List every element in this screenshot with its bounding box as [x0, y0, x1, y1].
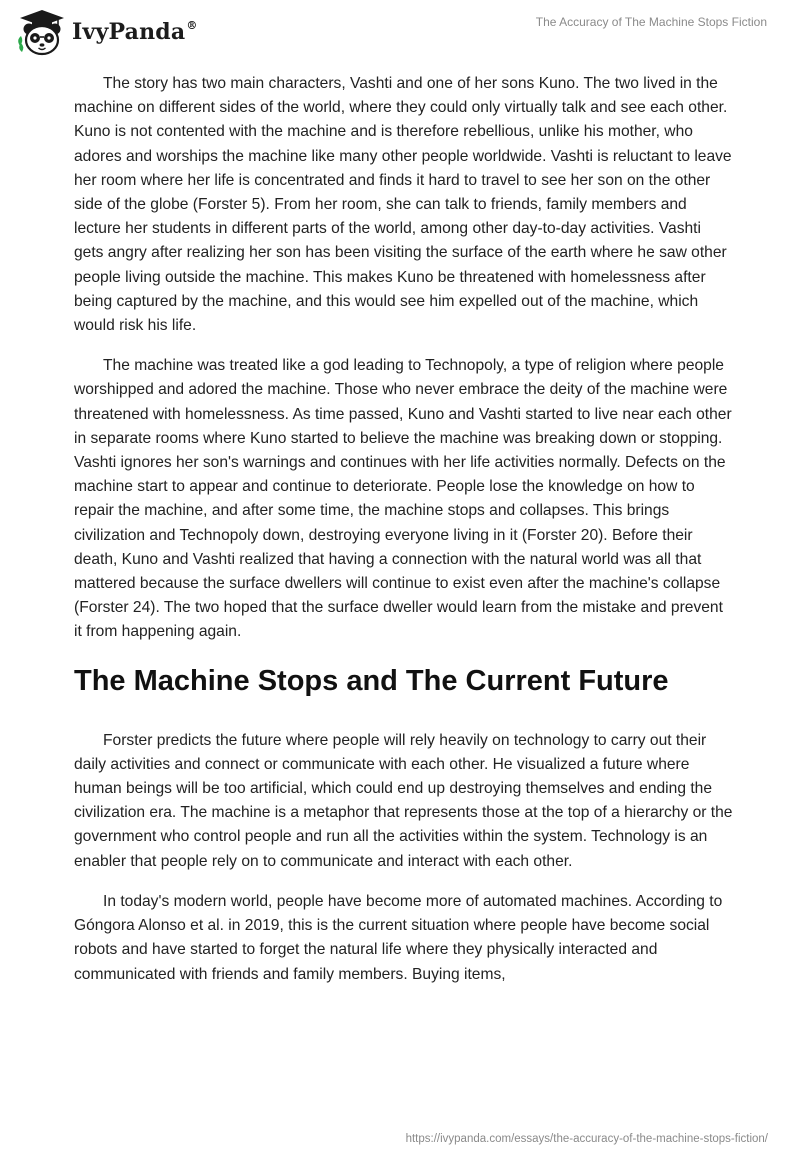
ivypanda-logo[interactable]: [14, 6, 198, 58]
registered-mark: ®: [186, 19, 198, 32]
paragraph-4: In today's modern world, people have become more of automated machines. According to Góngora Alonso et al. in 2019, this is the current situation where people have become social robots and have started to forget the natural life where they physically interacted and communicated with friends and family members. Buying items,: [74, 892, 723, 983]
panda-logo-icon: [14, 6, 70, 58]
paragraph-3: Forster predicts the future where people will rely heavily on technology to carry out their daily activities and connect or communicate with each other. He visualized a future where human beings will be too artificial, which could end up destroying themselves and ending the civilization era. The machine is a metaphor that represents those at the top of a hierarchy or the government who control people and run all the activities within the system. Technology is an enabler that people rely on to communicate and interact with each other.: [74, 731, 733, 870]
paragraph-2: The machine was treated like a god leading to Technopoly, a type of religion where people worshipped and adored the machine. Those who never embrace the deity of the machine were threatened with homelessness. As time passed, Kuno and Vashti started to live near each other in separate rooms where Kuno started to believe the machine was breaking down or stopping. Vashti ignores her son's warnings and continues with her life activities normally. Defects on the machine start to appear and continue to deteriorate. People lose the knowledge on how to repair the machine, and after some time, the machine stops and collapses. This brings civilization and Technopoly down, destroying everyone living in it (Forster 20). Before their death, Kuno and Vashti realized that having a connection with the natural world was all that mattered because the surface dwellers will continue to exist even after the machine's collapse (Forster 24). The two hoped that the surface dweller would learn from the mistake and prevent it from happening again.: [74, 357, 732, 641]
logo-wordmark: IvyPanda®: [72, 19, 198, 45]
essay-body: [74, 72, 734, 1003]
section-heading: The Machine Stops and The Current Future: [74, 664, 669, 697]
footer-source-url[interactable]: https://ivypanda.com/essays/the-accuracy-of-the-machine-stops-fiction/: [405, 1133, 768, 1145]
page-header: [0, 0, 800, 60]
paragraph-1: The story has two main characters, Vashti and one of her sons Kuno. The two lived in the machine on different sides of the world, where they could only virtually talk and see each other. Kuno is not contented with the machine and is therefore rebellious, unlike his mother, who adores and worships the machine like many other people worldwide. Vashti is reluctant to leave her room where her life is concentrated and finds it hard to travel to see her son on the other side of the globe (Forster 5). From her room, she can talk to friends, family members and lecture her students in different parts of the world, among other day-to-day activities. Vashti gets angry after realizing her son has been visiting the surface of the earth where he saw other people living outside the machine. This makes Kuno be threatened with homelessness after being captured by the machine, and this would see him expelled out of the machine, which would risk his life.: [74, 75, 732, 335]
document-title: The Accuracy of The Machine Stops Fiction: [535, 15, 767, 29]
